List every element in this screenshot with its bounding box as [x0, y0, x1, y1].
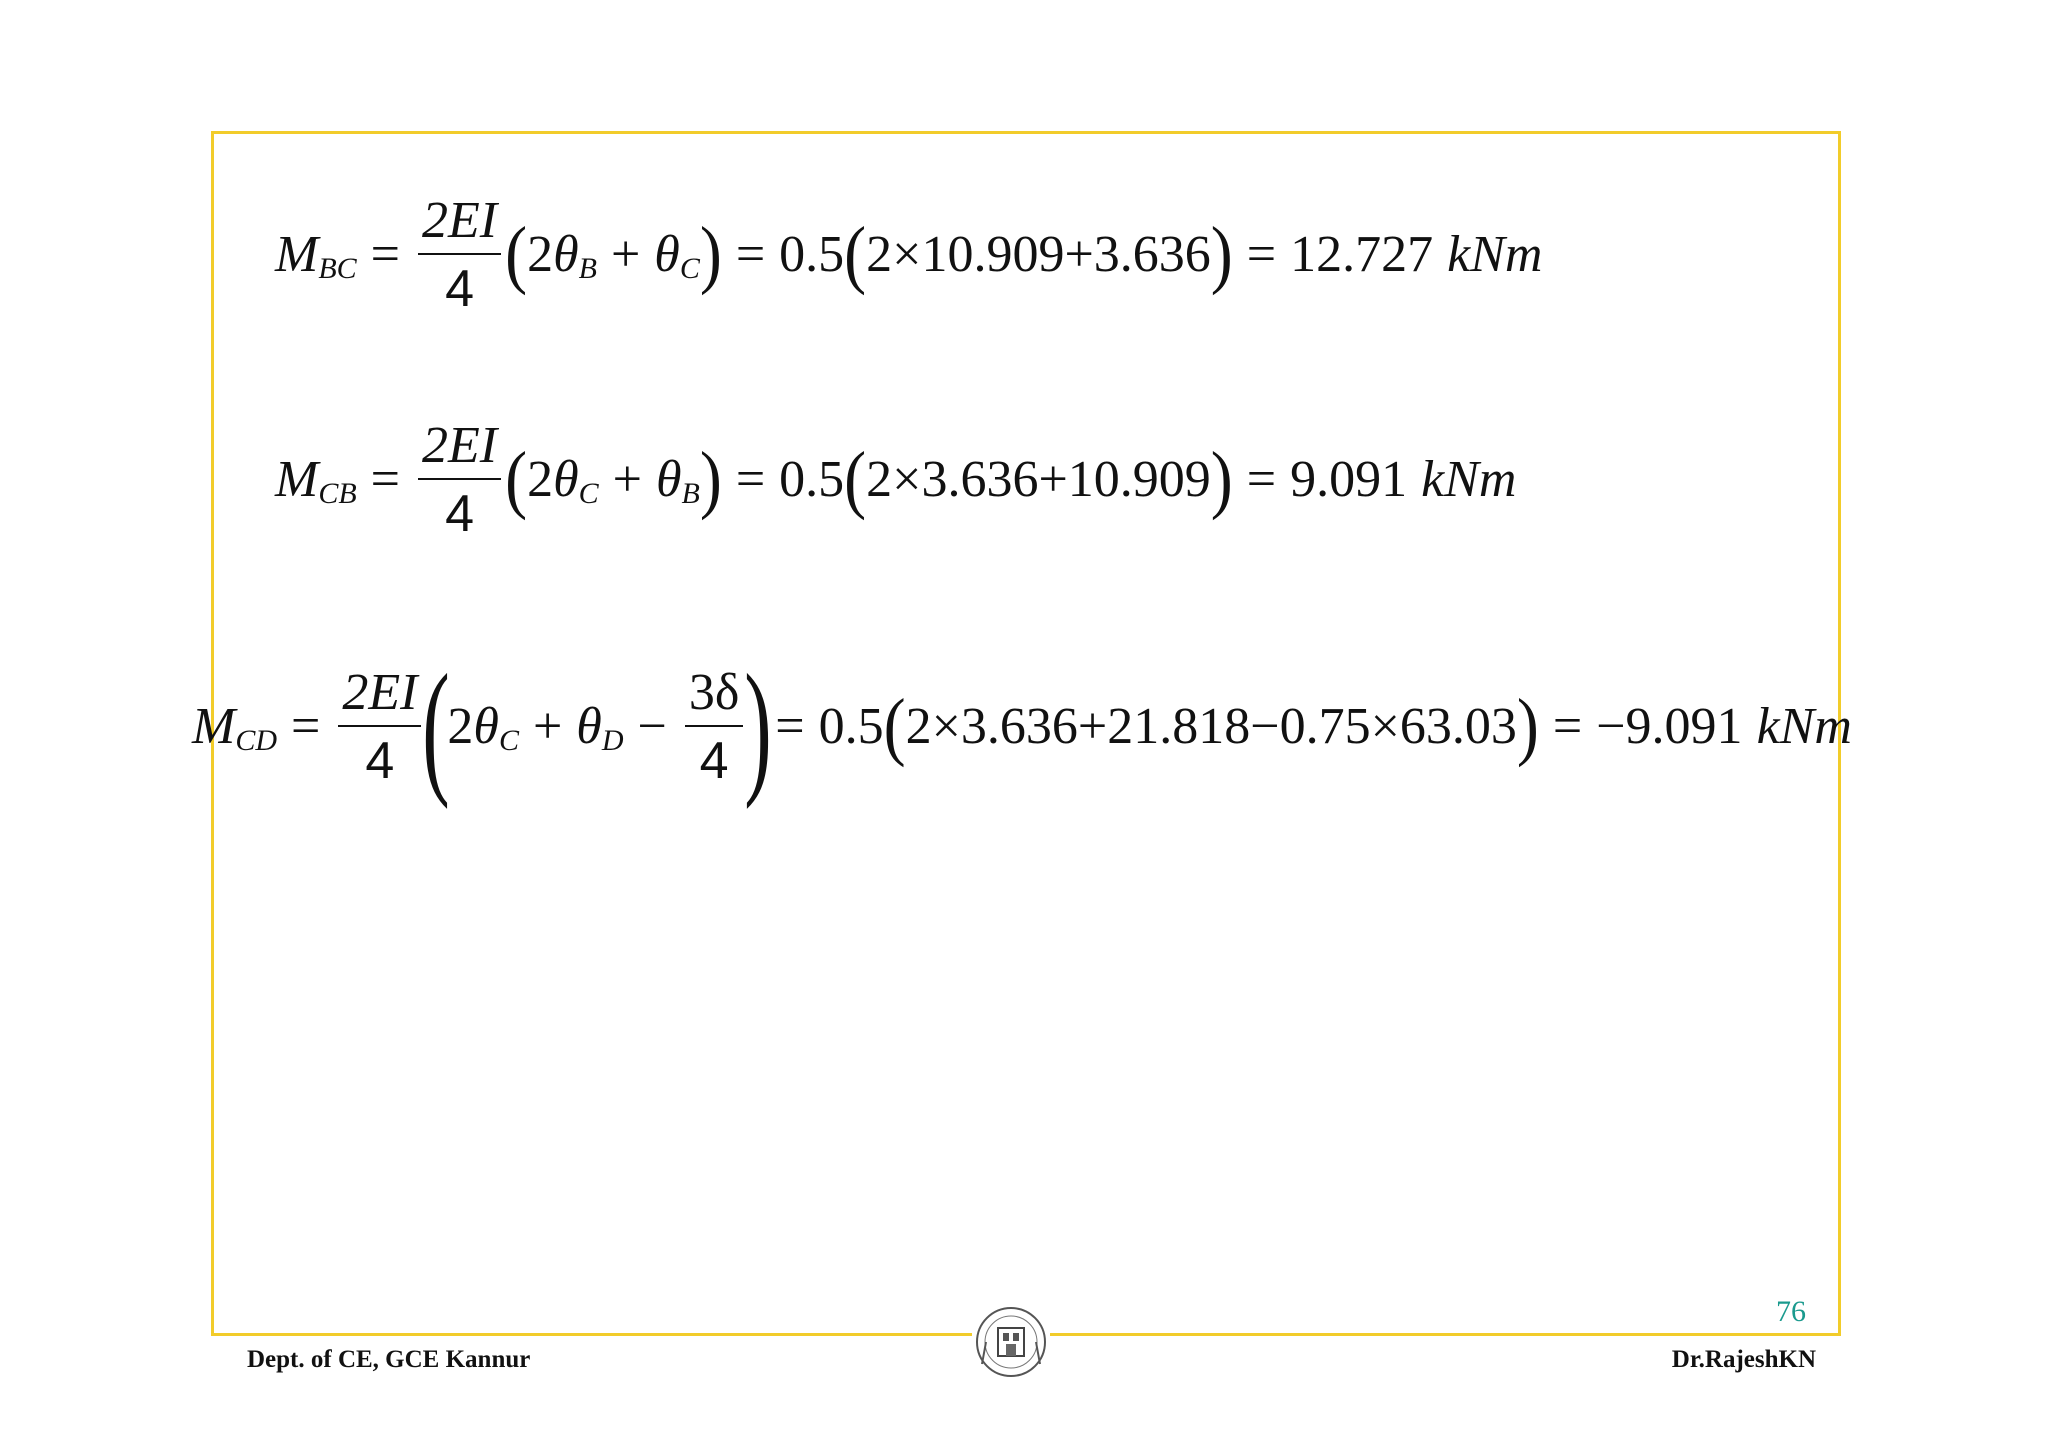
college-seal-logo [972, 1302, 1050, 1382]
lhs-symbol: M [192, 698, 236, 755]
result-value: 9.091 [1290, 451, 1408, 508]
equation-m-cd: M CD = $\frac{2EI}{4}$ ( 2 θ C + θ D − $\frac{3\delta}{4}$ ) = 0.5 ( 2×3.636+21.818−0.75×63.03 ) = −9.091 kNm [192, 644, 1852, 810]
stiffness-fraction: $\frac{2EI}{4}$ [338, 667, 421, 787]
lhs-symbol: M [275, 451, 319, 508]
lhs-symbol: M [275, 226, 319, 283]
result-unit: kNm [1756, 698, 1852, 755]
substituted-expression: 2×10.909+3.636 [866, 226, 1211, 283]
footer-department: Dept. of CE, GCE Kannur [247, 1346, 531, 1373]
result-value: −9.091 [1596, 698, 1743, 755]
substituted-expression: 2×3.636+21.818−0.75×63.03 [905, 698, 1517, 755]
sway-fraction: $\frac{3\delta}{4}$ [685, 667, 744, 787]
page-number: 76 [1776, 1295, 1806, 1328]
footer-author: Dr.RajeshKN [1671, 1346, 1816, 1373]
stiffness-fraction: $\frac{2EI}{4}$ [418, 420, 501, 540]
result-unit: kNm [1447, 226, 1543, 283]
lhs-subscript: CD [235, 724, 278, 757]
stiffness-fraction: $\frac{2EI}{4}$ [418, 195, 501, 315]
equation-m-bc: M BC = $\frac{2EI}{4}$ ( 2 θ B + θ C ) = 0.5 ( 2×10.909+3.636 ) = 12.727 kNm [275, 192, 1543, 318]
result-unit: kNm [1421, 451, 1517, 508]
substituted-expression: 2×3.636+10.909 [866, 451, 1211, 508]
result-value: 12.727 [1290, 226, 1434, 283]
lhs-subscript: CB [318, 477, 357, 510]
equation-m-cb: M CB = $\frac{2EI}{4}$ ( 2 θ C + θ B ) = 0.5 ( 2×3.636+10.909 ) = 9.091 kNm [275, 417, 1517, 543]
lhs-subscript: BC [318, 252, 357, 285]
